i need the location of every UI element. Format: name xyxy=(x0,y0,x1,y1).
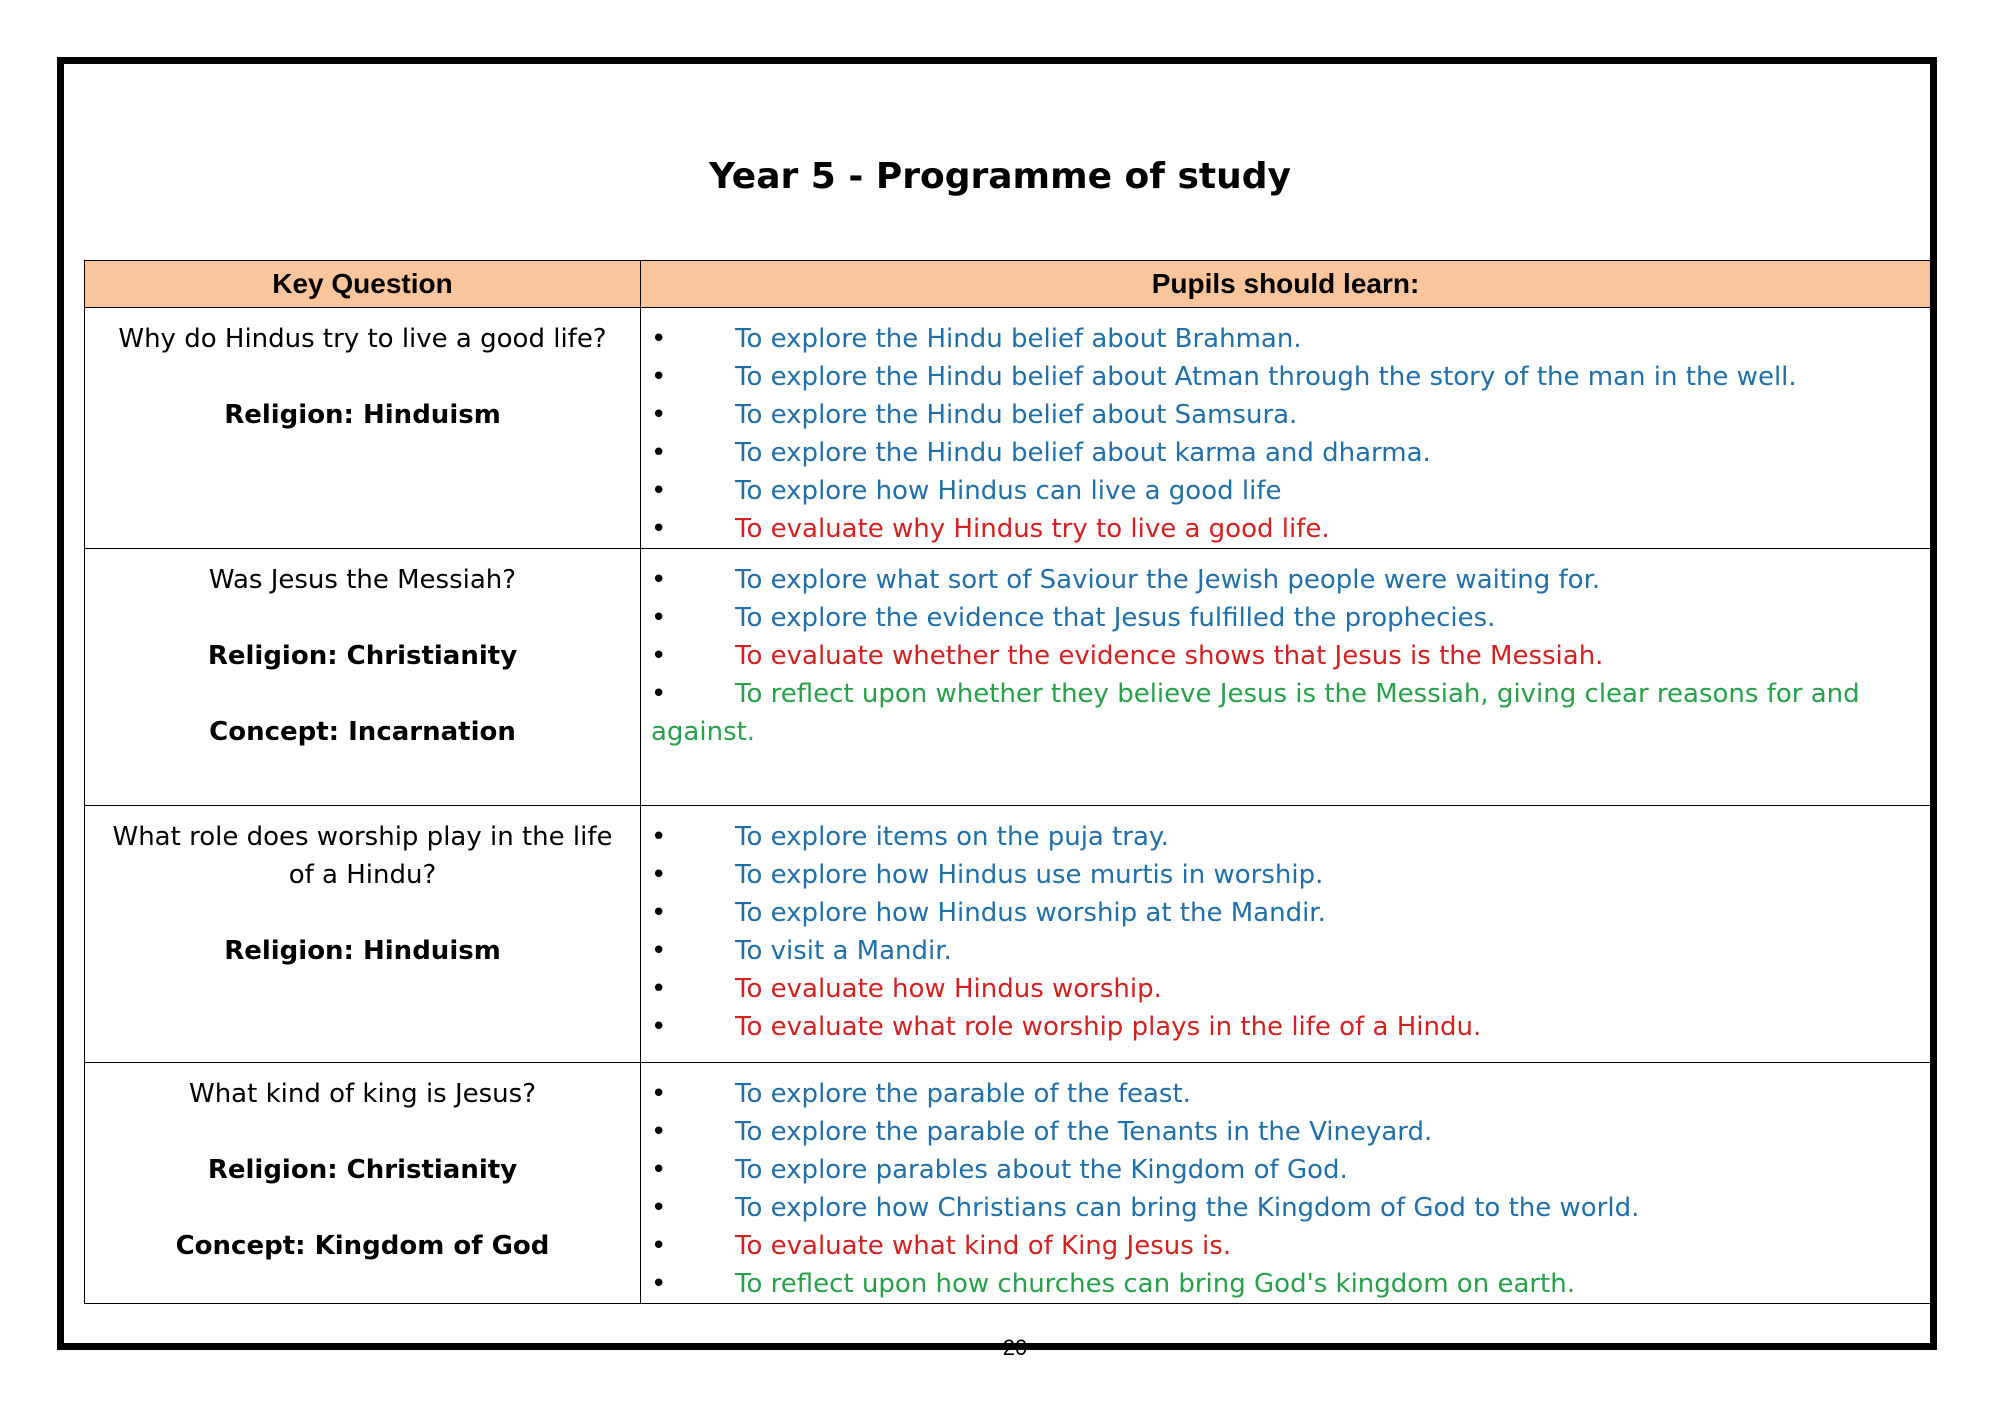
objective-item xyxy=(651,1189,1910,1227)
table-row xyxy=(85,806,1931,1063)
key-question-cell xyxy=(85,549,641,806)
bullet-icon: • xyxy=(651,400,667,430)
bullet-icon: • xyxy=(651,936,667,966)
objective-text: To explore the parable of the Tenants in the Vineyard. xyxy=(735,1117,1433,1147)
header-row xyxy=(85,261,1931,308)
objective-text: To explore the Hindu belief about karma and dharma. xyxy=(735,438,1431,468)
objective-item xyxy=(651,1008,1910,1046)
bullet-icon: • xyxy=(651,565,667,595)
objective-item xyxy=(651,894,1910,932)
objective-item xyxy=(651,1265,1910,1303)
objectives-cell xyxy=(641,1063,1931,1304)
objectives-cell xyxy=(641,549,1931,806)
table-row xyxy=(85,308,1931,549)
key-question: What kind of king is Jesus? xyxy=(188,1079,537,1109)
objective-item xyxy=(651,1075,1910,1113)
objective-text: To explore the evidence that Jesus fulfilled the prophecies. xyxy=(735,603,1496,633)
objective-item xyxy=(651,434,1910,472)
religion-label: Religion: Hinduism xyxy=(224,936,501,966)
objective-text: To explore the Hindu belief about Samsura. xyxy=(735,400,1298,430)
objective-item xyxy=(651,396,1910,434)
bullet-icon: • xyxy=(651,898,667,928)
objective-item xyxy=(651,320,1910,358)
bullet-icon: • xyxy=(651,1117,667,1147)
objective-text: To explore the Hindu belief about Atman through the story of the man in the well. xyxy=(735,362,1797,392)
page-title: Year 5 - Programme of study xyxy=(709,156,1291,197)
bullet-icon: • xyxy=(651,362,667,392)
concept-label: Concept: Kingdom of God xyxy=(175,1231,550,1261)
bullet-icon: • xyxy=(651,1155,667,1185)
objectives-list xyxy=(641,1063,1930,1303)
objective-item xyxy=(651,1113,1910,1151)
bullet-icon: • xyxy=(651,438,667,468)
bullet-icon: • xyxy=(651,974,667,1004)
header-key-question: Key Question xyxy=(85,261,641,308)
bullet-icon: • xyxy=(651,822,667,852)
key-question: Why do Hindus try to live a good life? xyxy=(118,324,607,354)
table-row xyxy=(85,1063,1931,1304)
objective-text: To explore parables about the Kingdom of God. xyxy=(735,1155,1348,1185)
objective-text: To explore the parable of the feast. xyxy=(735,1079,1191,1109)
key-question-cell xyxy=(85,806,641,1063)
objective-item xyxy=(651,675,1910,751)
bullet-icon: • xyxy=(651,641,667,671)
religion-label: Religion: Christianity xyxy=(207,641,518,671)
objective-item xyxy=(651,818,1910,856)
objective-item xyxy=(651,970,1910,1008)
key-question-cell xyxy=(85,1063,641,1304)
objective-item xyxy=(651,472,1910,510)
key-question: Was Jesus the Messiah? xyxy=(208,565,517,595)
bullet-icon: • xyxy=(651,476,667,506)
objective-text: To evaluate whether the evidence shows that Jesus is the Messiah. xyxy=(735,641,1604,671)
objective-item xyxy=(651,637,1910,675)
bullet-icon: • xyxy=(651,1269,667,1299)
objective-text: To evaluate why Hindus try to live a good life. xyxy=(735,514,1330,544)
bullet-icon: • xyxy=(651,603,667,633)
objective-item xyxy=(651,1227,1910,1265)
objective-text: To reflect upon how churches can bring God's kingdom on earth. xyxy=(735,1269,1575,1299)
concept-label: Concept: Incarnation xyxy=(209,717,516,747)
table-row xyxy=(85,549,1931,806)
page-number: 20 xyxy=(1002,1335,1028,1360)
bullet-icon: • xyxy=(651,1231,667,1261)
objective-item xyxy=(651,561,1910,599)
objective-text: To evaluate what role worship plays in the life of a Hindu. xyxy=(735,1012,1482,1042)
bullet-icon: • xyxy=(651,860,667,890)
objective-text: To explore items on the puja tray. xyxy=(735,822,1169,852)
objective-item xyxy=(651,932,1910,970)
objectives-cell xyxy=(641,308,1931,549)
objective-item xyxy=(651,1151,1910,1189)
objective-text: To explore how Hindus use murtis in worship. xyxy=(735,860,1324,890)
bullet-icon: • xyxy=(651,1193,667,1223)
objective-text: To reflect upon whether they believe Jesus is the Messiah, giving clear reasons for and against. xyxy=(651,679,1860,747)
objective-text: To evaluate what kind of King Jesus is. xyxy=(735,1231,1232,1261)
objectives-list xyxy=(641,806,1930,1046)
objective-item xyxy=(651,358,1910,396)
religion-label: Religion: Christianity xyxy=(207,1155,518,1185)
key-question-cell xyxy=(85,308,641,549)
programme-table xyxy=(84,260,1931,1304)
bullet-icon: • xyxy=(651,324,667,354)
bullet-icon: • xyxy=(651,514,667,544)
bullet-icon: • xyxy=(651,1079,667,1109)
objective-item xyxy=(651,856,1910,894)
objective-text: To explore how Hindus can live a good life xyxy=(735,476,1282,506)
header-pupils-should-learn: Pupils should learn: xyxy=(641,261,1931,308)
objective-text: To explore what sort of Saviour the Jewish people were waiting for. xyxy=(735,565,1601,595)
objective-text: To visit a Mandir. xyxy=(735,936,952,966)
bullet-icon: • xyxy=(651,1012,667,1042)
bullet-icon: • xyxy=(651,679,667,709)
objective-item xyxy=(651,599,1910,637)
objectives-cell xyxy=(641,806,1931,1063)
objectives-list xyxy=(641,308,1930,548)
objective-item xyxy=(651,510,1910,548)
objective-text: To explore the Hindu belief about Brahman. xyxy=(735,324,1302,354)
objective-text: To explore how Christians can bring the Kingdom of God to the world. xyxy=(735,1193,1640,1223)
religion-label: Religion: Hinduism xyxy=(224,400,501,430)
objective-text: To evaluate how Hindus worship. xyxy=(735,974,1162,1004)
key-question: What role does worship play in the life of a Hindu? xyxy=(112,822,613,890)
objective-text: To explore how Hindus worship at the Mandir. xyxy=(735,898,1326,928)
objectives-list xyxy=(641,549,1930,751)
